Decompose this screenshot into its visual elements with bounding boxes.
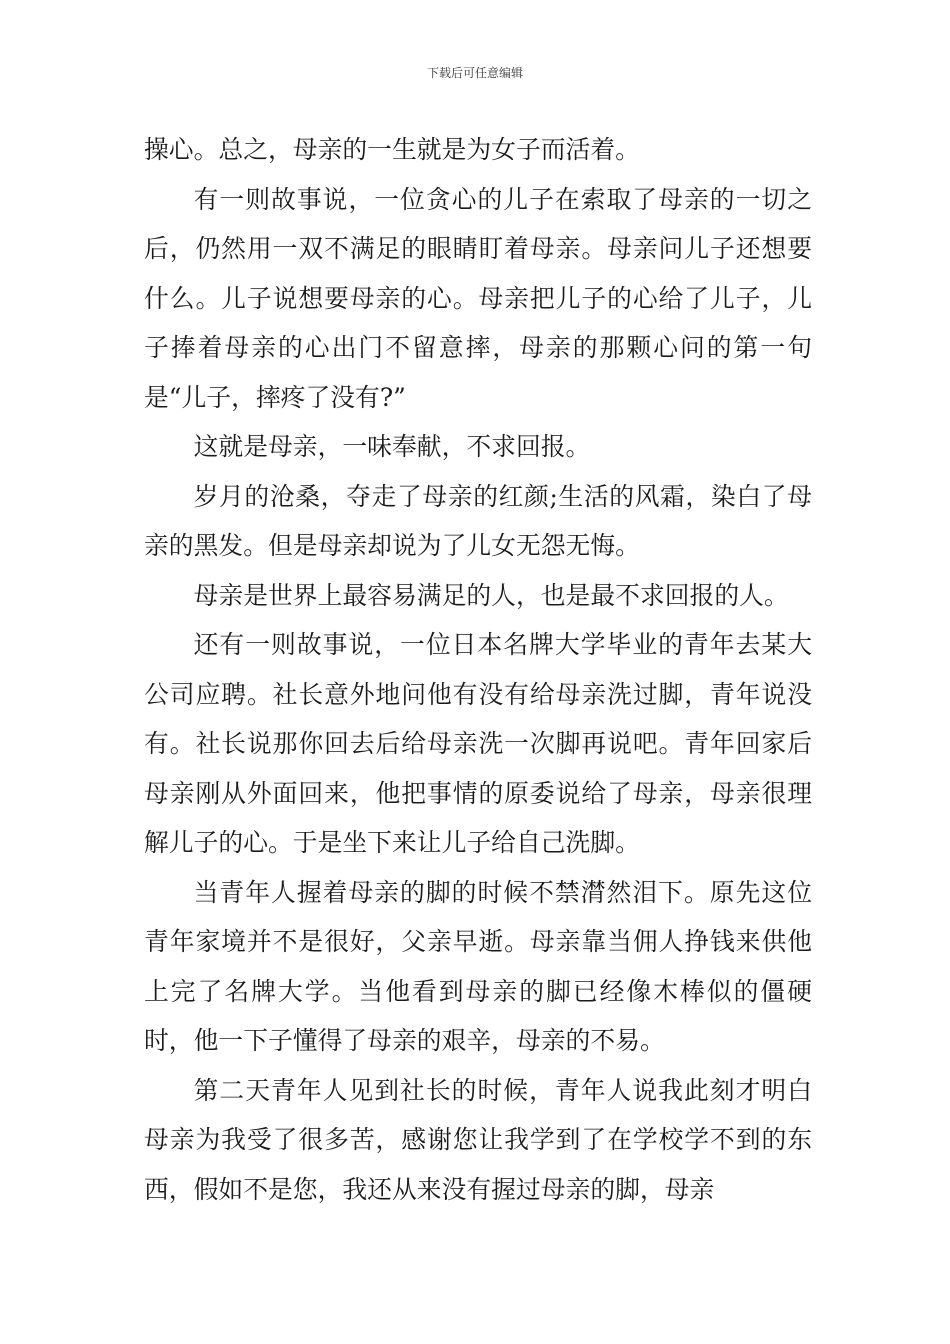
paragraph-2: 有一则故事说，一位贪心的儿子在索取了母亲的一切之后，仍然用一双不满足的眼睛盯着母亲。母亲问儿子还想要什么。儿子说想要母亲的心。母亲把儿子的心给了儿子，儿子捧着母亲的心出门不留意摔，母亲的那颗心问的第一句是“儿子，摔疼了没有?” bbox=[144, 184, 812, 412]
paragraph-7: 当青年人握着母亲的脚的时候不禁潸然泪下。原先这位青年家境并不是很好，父亲早逝。母亲靠当佣人挣钱来供他上完了名牌大学。当他看到母亲的脚已经像木棒似的僵硬时，他一下子懂得了母亲的艰辛，母亲的不易。 bbox=[144, 877, 812, 1055]
paragraph-6: 还有一则故事说，一位日本名牌大学毕业的青年去某大公司应聘。社长意外地问他有没有给母亲洗过脚，青年说没有。社长说那你回去后给母亲洗一次脚再说吧。青年回家后母亲刚从外面回来，他把事情的原委说给了母亲，母亲很理解儿子的心。于是坐下来让儿子给自己洗脚。 bbox=[144, 630, 812, 857]
document-body bbox=[144, 125, 812, 1214]
paragraph-1: 操心。总之，母亲的一生就是为女子而活着。 bbox=[144, 135, 640, 164]
page-header: 下载后可任意编辑 bbox=[426, 66, 523, 80]
paragraph-8: 第二天青年人见到社长的时候，青年人说我此刻才明白母亲为我受了很多苦，感谢您让我学到了在学校学不到的东西，假如不是您，我还从来没有握过母亲的脚，母亲 bbox=[144, 1075, 812, 1204]
paragraph-5: 母亲是世界上最容易满足的人，也是最不求回报的人。 bbox=[193, 580, 789, 610]
paragraph-4: 岁月的沧桑，夺走了母亲的红颜;生活的风霜，染白了母亲的黑发。但是母亲却说为了儿女无怨无悔。 bbox=[144, 481, 812, 560]
paragraph-3: 这就是母亲，一味奉献，不求回报。 bbox=[193, 432, 591, 461]
